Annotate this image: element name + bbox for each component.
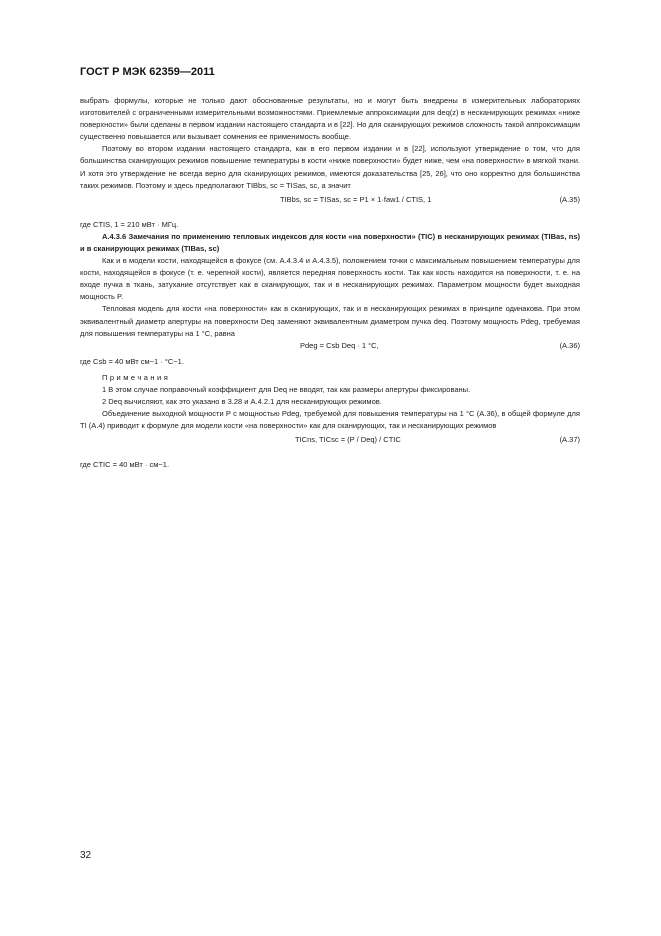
formula-a37-number: (А.37) <box>559 435 580 445</box>
formula-a37 <box>295 434 401 446</box>
formula-a35-number: (А.35) <box>559 194 580 204</box>
paragraph-3: Как и в модели кости, находящейся в фокусе (см. А.4.3.4 и А.4.3.5), положением точки с максимальным повышением температуры для кости, находящейся в фокусе (т. е. черепной кости), является передняя поверхность кости. Так как кость находится на поверхности, т. е. на входе пучка в ткань, затухание отсутствует как в сканирующих, так и в несканирующих режимах. Параметром мощности будет выходная мощность P. <box>80 256 580 302</box>
section-heading-a436: А.4.3.6 Замечания по применению тепловых индексов для кости «на поверхности» (TIC) в несканирующих режимах (TIBas, ns) и в сканирующих режимах (TIBas, sc) <box>80 231 580 253</box>
formula-a37-row <box>80 432 580 459</box>
note-1: 1 В этом случае поправочный коэффициент для Deq не вводят, так как размеры апертуры фиксированы. <box>102 384 471 394</box>
formula-a36-row <box>80 340 580 356</box>
where-clause-2: где Csb = 40 мВт см−1 · °С−1. <box>80 356 184 366</box>
formula-a35-expr: TIBbs, sc = TISas, sc = P1 × 1·faw1 / CTIS, 1 <box>280 194 432 204</box>
page-content <box>80 95 580 471</box>
paragraph-5: Объединение выходной мощности P с мощностью Pdeg, требуемой для повышения температуры на 1 °С (А.36), в общей формуле для TI (А.4) приводит к формуле для модели кости «на поверхности» как для сканирующих, так и несканирующих режимов <box>80 409 580 431</box>
paragraph-4: Тепловая модель для кости «на поверхности» как в сканирующих, так и в несканирующих режимах в принципе одинакова. При этом эквивалентный диаметр апертуры на поверхности Deq заменяют эквивалентным диаметром пучка deq. Поэтому мощность Pdeg, требуемая для повышения температуры на 1 °С, равна <box>80 304 580 338</box>
page-header: ГОСТ Р МЭК 62359—2011 <box>80 66 215 78</box>
paragraph-2: Поэтому во втором издании настоящего стандарта, как в его первом издании и в [22], используют утверждение о том, что для большинства сканирующих режимов повышение температуры в кости «ниже поверхности» будет ниже, чем «на поверхности» в мягкой ткани. И хотя это утверждение не всегда верно для сканирующих режимов, имеются доказательства [25, 26], что оно корректно для большинства таких режимов. Поэтому и здесь предполагают TIBbs, sc = TISas, sc, а значит <box>80 144 580 190</box>
page-number: 32 <box>80 850 92 861</box>
paragraph-1: выбрать формулы, которые не только дают обоснованные результаты, но и могут быть внедрены в измерительных лабораториях изготовителей с ограниченными измерительными возможностями. Приемлемые аппроксимации для deq(z) в несканирующих режимах «ниже поверхности» были сделаны в первом издании настоящего стандарта и в [22]. Но для сканирующих режимов сложность такой аппроксимации существенно повышается или вызывает сомнения ее применимость вообще. <box>80 96 580 142</box>
formula-a36-number: (А.36) <box>559 340 580 350</box>
notes-title: Примечания <box>102 372 171 382</box>
formula-a35 <box>280 194 431 206</box>
formula-a36-expr: Pdeg = Csb Deq · 1 °C, <box>300 340 379 350</box>
where-clause-1: где CTIS, 1 = 210 мВт · МГц. <box>80 219 179 229</box>
note-2: 2 Deq вычисляют, как это указано в 3.28 и А.4.2.1 для несканирующих режимов. <box>102 396 382 406</box>
formula-a35-row <box>80 192 580 219</box>
formula-a37-expr: TICns, TICsc = (P / Deq) / CTIC <box>295 435 401 445</box>
where-clause-3: где CTIC = 40 мВт · см−1. <box>80 460 170 470</box>
formula-a36 <box>300 340 379 352</box>
